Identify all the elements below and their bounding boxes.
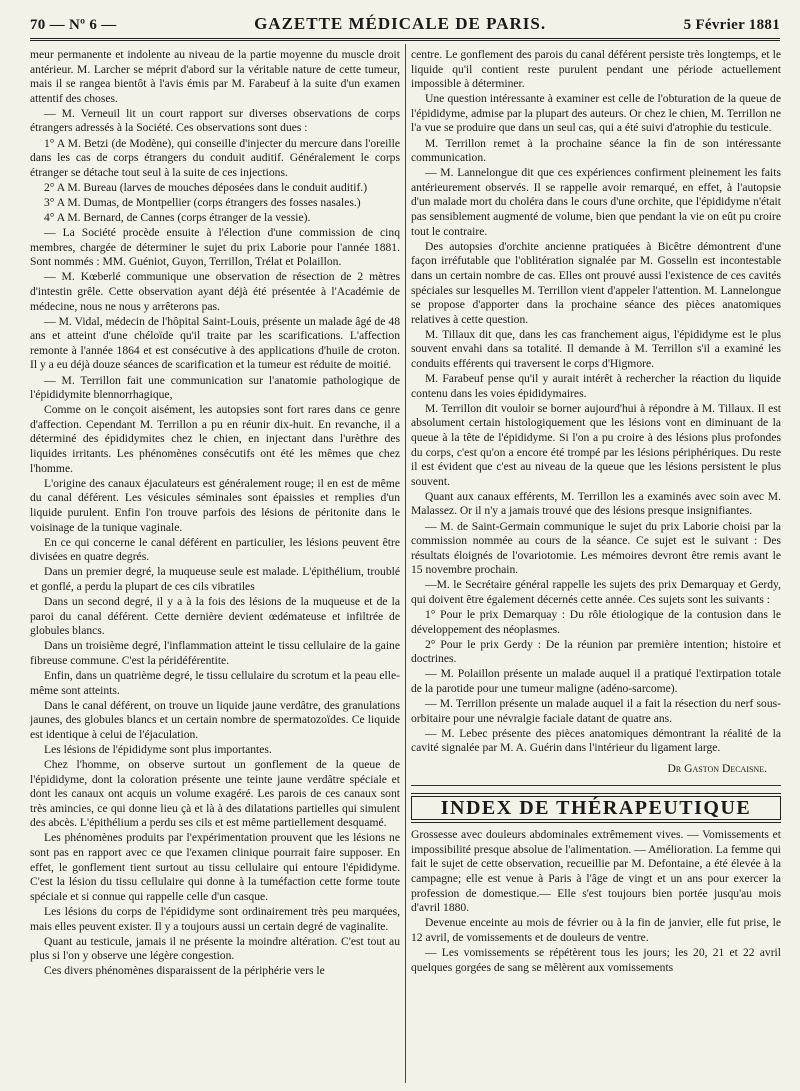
- paragraph: —M. le Secrétaire général rappelle les sujets des prix Demarquay et Gerdy, qui doivent être également décernés cette année. Ces sujets sont les suivants :: [411, 578, 781, 606]
- paragraph: — M. Polaillon présente un malade auquel il a pratiqué l'extirpation totale de la parotide pour une tumeur maligne (adéno-sarcome).: [411, 667, 781, 696]
- paragraph: M. Farabeuf pense qu'il y aurait intérêt à rechercher la réaction du liquide contenu dans les voies épididymaires.: [411, 372, 781, 400]
- paragraph: Quant aux canaux efférents, M. Terrillon les a examinés avec soin avec M. Malassez. Or il n'y a jamais trouvé que des lésions presque insignifiantes.: [411, 489, 781, 518]
- paragraph: 1° A M. Betzi (de Modène), qui conseille d'injecter du mercure dans l'oreille dans les cas de corps étrangers du conduit auditif. Généralement le corps étranger se détache tout seul à la suite de ces injections.: [30, 136, 400, 179]
- paragraph: En ce qui concerne le canal déférent en particulier, les lésions peuvent être divisées en quatre degrés.: [30, 535, 400, 564]
- paragraph: M. Terrillon remet à la prochaine séance la fin de son intéressante communication.: [411, 136, 781, 165]
- paragraph: meur permanente et indolente au niveau de la partie moyenne du muscle droit antérieur. M. Larcher se méprit d'abord sur la véritable nature de cette tumeur, mais il se rangea bientôt à l'avis émis par M. Farabeuf à la suite d'un examen attentif des choses.: [30, 48, 400, 105]
- paragraph: Quant au testicule, jamais il ne présente la moindre altération. C'est tout au plus si l'on y observe une légère congestion.: [30, 934, 400, 963]
- paragraph: — M. Kœberlé communique une observation de résection de 2 mètres d'intestin grêle. Cette observation ayant déjà été présentée à l'Académie de médecine, nous ne nous y arrêterons pas.: [30, 270, 400, 313]
- paragraph: 1° Pour le prix Demarquay : Du rôle étiologique de la contusion dans le développement des néoplasmes.: [411, 608, 781, 636]
- paragraph: Dans un troisième degré, l'inflammation atteint le tissu cellulaire de la gaine fibreuse commune. C'est la péridéférentite.: [30, 639, 400, 667]
- paragraph: — M. Verneuil lit un court rapport sur diverses observations de corps étrangers adressés à la Société. Ces observations sont dues :: [30, 106, 400, 135]
- journal-title: GAZETTE MÉDICALE DE PARIS.: [254, 14, 547, 33]
- paragraph: M. Terrillon dit vouloir se borner aujourd'hui à répondre à M. Tillaux. Il est absolument certain histologiquement que les lésions vont en diminuant de la queue à la tête de l'épididyme. Si l'on a pu croire à des lésions plus profondes du corps, c'est qu'on a encore été trompé par les lésions périphériques. Du reste il est évident que c'est au niveau de la queue que les lésions persistent le plus souvent.: [411, 401, 781, 488]
- paragraph: — M. Terrillon fait une communication sur l'anatomie pathologique de l'épididymite blennorrhagique,: [30, 373, 400, 402]
- header-rule: [30, 38, 780, 41]
- page-number: 70 — Nº 6 —: [30, 17, 117, 33]
- paragraph: Les lésions de l'épididyme sont plus importantes.: [44, 742, 272, 756]
- paragraph: Des autopsies d'orchite ancienne pratiquées à Bicêtre démontrent d'une façon irréfutable que l'oblitération signalée par M. Gosselin est incontestable dans un certain nombre de cas. Elles ont prouvé aussi l'existence de ces cavités spéciales sur lesquelles M. Terrillon vient d'appeler l'attention. M. Lannelongue se propose d'apporter dans la prochaine séance des pièces anatomiques relatives à cette question.: [411, 239, 781, 326]
- paragraph: 2° A M. Bureau (larves de mouches déposées dans le conduit auditif.): [44, 180, 368, 194]
- paragraph: — M. Lebec présente des pièces anatomiques démontrant la réalité de la cavité signalée par M. A. Guérin dans l'intérieur du ligament large.: [411, 726, 781, 755]
- paragraph: — M. Terrillon présente un malade auquel il a fait la résection du nerf sous-orbitaire pour une névralgie faciale datant de quatre ans.: [411, 697, 781, 725]
- paragraph: — M. de Saint-Germain communique le sujet du prix Laborie choisi par la commission nommée au cours de la séance. Ce sujet est le suivant : Des résultats éloignés de l'ovariotomie. Les mémoires devront être remis avant le 15 novembre prochain.: [411, 519, 781, 577]
- paragraph: — Les vomissements se répétèrent tous les jours; les 20, 21 et 22 avril quelques gorgées de sang se mêlèrent aux vomissements: [411, 945, 781, 974]
- signature: Dr Gaston Decaisne.: [667, 762, 767, 775]
- paragraph: Grossesse avec douleurs abdominales extrêmement vives. — Vomissements et impossibilité presque absolue de l'alimentation. — Amélioration. La femme qui fait le sujet de cette observation, recueillie par M. Defontaine, a été élevée à la campagne; elle est venue à Paris à l'âge de vingt et un ans pour exercer la profession de domestique.— Elle s'est toujours bien portée jusqu'au mois d'avril 1880.: [411, 828, 781, 915]
- paragraph: Les phénomènes produits par l'expérimentation prouvent que les lésions ne sont pas en rapport avec ce que l'examen clinique pourrait faire supposer. En effet, le gonflement tient surtout au tissu cellulaire qui entoure l'épididyme. C'est la lésion du tissu cellulaire qui donne à la tuméfaction cette forme toute spéciale et si connue qui rappelle celle d'un casque.: [30, 831, 400, 903]
- paragraph: Dans un second degré, il y a à la fois des lésions de la muqueuse et de la paroi du canal déférent. Cette dernière devient œdémateuse et infiltrée de globules blancs.: [30, 594, 400, 638]
- paragraph: Comme on le conçoit aisément, les autopsies sont fort rares dans ce genre d'affection. Cependant M. Terrillon a pu en réunir dix-huit. En revanche, il a déterminé des épididymites chez le chien, en injectant dans l'urèthre des liquides irritants. Les phénomènes consécutifs ont été les mêmes que chez l'homme.: [30, 403, 400, 475]
- column-divider: [405, 44, 406, 1083]
- paragraph: — M. Lannelongue dit que ces expériences confirment pleinement les faits antérieurement observés. Il se rappelle avoir remarqué, en effet, à l'autopsie d'un malade mort du choléra dans le cours d'une orchite, que l'épididyme n'était pas sensiblement augmenté de volume, bien que pendant la vie on eût pu croire tout le contraire.: [411, 166, 781, 238]
- paragraph: Les lésions du corps de l'épididyme sont ordinairement très peu marquées, mais elles peuvent exister. Il y a toujours aussi un certain degré de vaginalite.: [30, 904, 400, 933]
- section-heading: INDEX DE THÉRAPEUTIQUE: [411, 796, 781, 821]
- paragraph: M. Tillaux dit que, dans les cas franchement aigus, l'épididyme est le plus souvent envahi dans sa totalité. Il demande à M. Terrillon s'il a examiné les conduits efférents qui traversent le corps d'Higmore.: [411, 327, 781, 370]
- paragraph: Dans un premier degré, la muqueuse seule est malade. L'épithélium, troublé et gonflé, a perdu la plupart de ces cils vibratiles: [30, 565, 400, 593]
- section-separator: [411, 785, 781, 786]
- paragraph: — La Société procède ensuite à l'élection d'une commission de cinq membres, chargée de déterminer le sujet du prix Laborie pour l'année 1881. Sont nommés : MM. Guéniot, Guyon, Terrillon, Trélat et Polaillon.: [30, 226, 400, 269]
- paragraph: 4° A M. Bernard, de Cannes (corps étranger de la vessie).: [44, 211, 311, 225]
- paragraph: Dans le canal déférent, on trouve un liquide jaune verdâtre, des granulations jaunes, des globules blancs et un certain nombre de spermatozoïdes. Ce liquide est identique à celui de l'éjaculation.: [30, 698, 400, 741]
- paragraph: 2° Pour le prix Gerdy : De la réunion par première intention; histoire et doctrines.: [411, 637, 781, 666]
- paragraph: Enfin, dans un quatrième degré, le tissu cellulaire du scrotum et la peau elle-même sont atteints.: [30, 668, 400, 697]
- paragraph: 3° A M. Dumas, de Montpellier (corps étrangers des fosses nasales.): [44, 195, 361, 209]
- paragraph: centre. Le gonflement des parois du canal déférent persiste très longtemps, et le liquide qu'il contient reste purulent pendant une période actuellement impossible à déterminer.: [411, 48, 781, 91]
- paragraph: — M. Vidal, médecin de l'hôpital Saint-Louis, présente un malade âgé de 48 ans et atteint d'une chéloïde qu'il traite par les scarifications. L'affection remonte à l'année 1864 et est consécutive à des applications d'huile de croton. Il y a eu déjà douze séances de scarification et la tumeur est réduite de moitié.: [30, 314, 400, 372]
- issue-date: 5 Février 1881: [683, 17, 780, 33]
- paragraph: Devenue enceinte au mois de février ou à la fin de janvier, elle fut prise, le 12 avril, de vomissements et de douleurs de ventre.: [411, 916, 781, 944]
- page-header: [30, 14, 780, 36]
- paragraph: Ces divers phénomènes disparaissent de la périphérie vers le: [44, 964, 325, 978]
- left-column: [30, 48, 400, 1083]
- paragraph: Chez l'homme, on observe surtout un gonflement de la queue de l'épididyme, dont la coloration présente une teinte jaune verdâtre spéciale et dont les canaux ont acquis un volume exagéré. Les parois de ces canaux sont très amincies, ce qui donne lieu çà et là à des dilatations partielles qui simulent des abcès. L'épithélium a perdu ses cils et est même partiellement desquamé.: [30, 758, 400, 830]
- paragraph: L'origine des canaux éjaculateurs est généralement rouge; il en est de même du canal déférent. Les vésicules séminales sont épaissies et remplies d'un liquide purulent. Enfin l'on trouve parfois des lésions de péritonite dans le voisinage de la tunique vaginale.: [30, 476, 400, 534]
- right-column: [411, 48, 781, 1083]
- paragraph: Une question intéressante à examiner est celle de l'obturation de la queue de l'épididyme, admise par la plupart des auteurs. Or chez le chien, M. Terrillon ne l'a vue se produire que dans un seul cas, qui a été suivi d'atrophie du testicule.: [411, 92, 781, 135]
